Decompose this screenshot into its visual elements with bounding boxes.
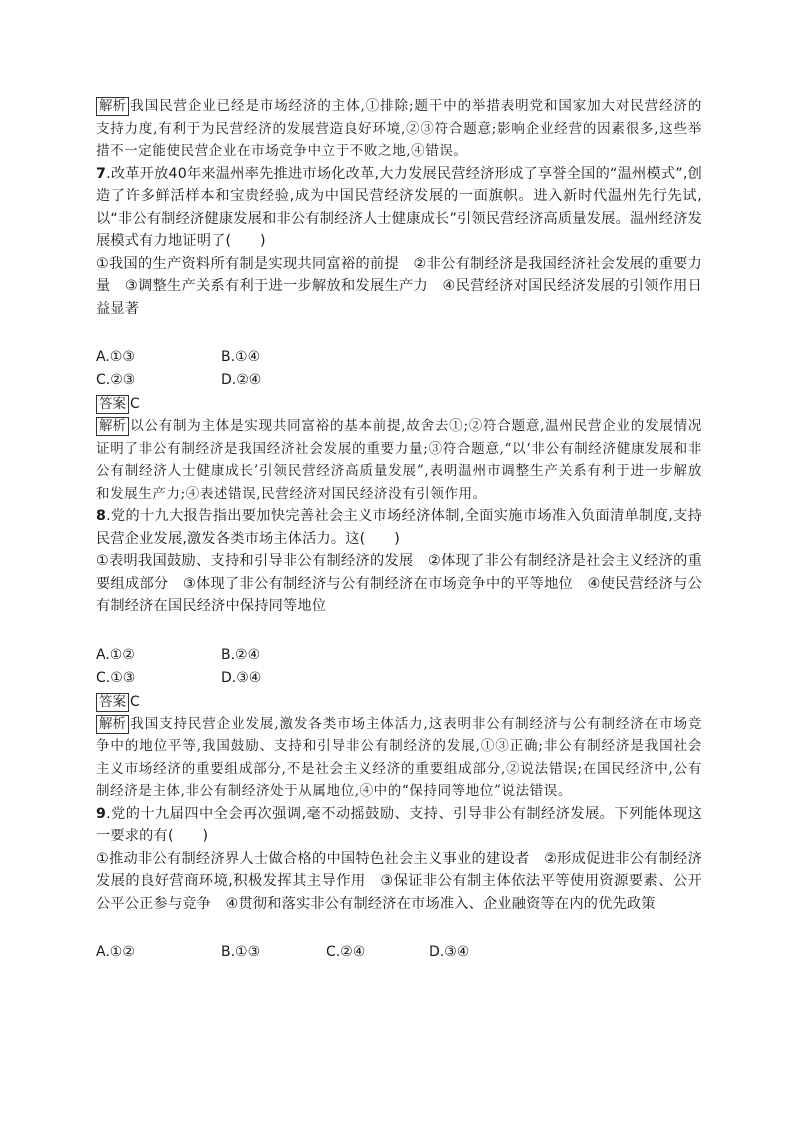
q9-option-a[interactable]: A.①② bbox=[96, 944, 135, 960]
q7-option-c[interactable]: C.②③ bbox=[96, 372, 136, 388]
q7-stem bbox=[96, 163, 702, 253]
explanation-label: 解析 bbox=[96, 97, 129, 116]
q7-explanation bbox=[96, 415, 702, 505]
answer-label: 答案 bbox=[96, 693, 129, 712]
exam-page bbox=[96, 95, 702, 961]
q7-options bbox=[96, 348, 702, 389]
q9-options bbox=[96, 943, 702, 961]
q7-explanation-text: 以公有制为主体是实现共同富裕的基本前提,故舍去①;②符合题意,温州民营企业的发展情况证明了非公有制经济是我国经济社会发展的重要力量;③符合题意,“以‘非公有制经济健康发展和非公有制经济人士健康成长’引领民营经济高质量发展”,表明温州市调整生产关系有利于进一步解放和发展生产力;④表述错误,民营经济对国民经济没有引领作用。 bbox=[96, 418, 702, 502]
q8-answer bbox=[96, 691, 702, 713]
q9-stem bbox=[96, 803, 702, 848]
q8-stem-text: .党的十九大报告指出要加快完善社会主义市场经济体制,全面实施市场准入负面清单制度,支持民营企业发展,激发各类市场主体活力。这( ) bbox=[96, 508, 702, 547]
q7-option-d[interactable]: D.②④ bbox=[221, 372, 262, 388]
q9-option-b[interactable]: B.①③ bbox=[221, 944, 261, 960]
q6-explanation bbox=[96, 95, 702, 163]
answer-label: 答案 bbox=[96, 395, 129, 414]
q8-number: 8 bbox=[96, 508, 107, 524]
q8-option-b[interactable]: B.②④ bbox=[221, 646, 261, 663]
q8-statements: ①表明我国鼓励、支持和引导非公有制经济的发展 ②体现了非公有制经济是社会主义经济的重要组成部分 ③体现了非公有制经济与公有制经济在市场竞争中的平等地位 ④使民营经济与公有制经济在国民经济中保持同等地位 bbox=[96, 553, 702, 614]
q8-option-a[interactable]: A.①② bbox=[96, 646, 135, 663]
q6-explanation-text: 我国民营企业已经是市场经济的主体,①排除;题干中的举措表明党和国家加大对民营经济的支持力度,有利于为民营经济的发展营造良好环境,②③符合题意;影响企业经营的因素很多,这些举措不一定能使民营企业在市场竞争中立于不败之地,④错误。 bbox=[96, 98, 702, 159]
q9-option-c[interactable]: C.②④ bbox=[326, 944, 366, 960]
q9-stem-text: .党的十九届四中全会再次强调,毫不动摇鼓励、支持、引导非公有制经济发展。下列能体现这一要求的有( ) bbox=[96, 805, 702, 844]
q7-number: 7 bbox=[96, 165, 107, 182]
q8-answer-value: C bbox=[130, 693, 140, 710]
explanation-label: 解析 bbox=[96, 715, 129, 734]
q8-explanation-text: 我国支持民营企业发展,激发各类市场主体活力,这表明非公有制经济与公有制经济在市场竞争中的地位平等,我国鼓励、支持和引导非公有制经济的发展,①③正确;非公有制经济是我国社会主义市场经济的重要组成部分,不是社会主义经济的重要组成部分,②说法错误;在国民经济中,公有制经济是主体,非公有制经济处于从属地位,④中的“保持同等地位”说法错误。 bbox=[96, 715, 702, 799]
q9-option-d[interactable]: D.③④ bbox=[429, 944, 470, 960]
explanation-label: 解析 bbox=[96, 417, 129, 436]
q7-option-a[interactable]: A.①③ bbox=[96, 349, 135, 365]
q8-option-d[interactable]: D.③④ bbox=[221, 669, 262, 686]
q8-stem bbox=[96, 505, 702, 550]
q8-explanation bbox=[96, 713, 702, 803]
q8-options bbox=[96, 646, 702, 687]
q8-option-c[interactable]: C.①③ bbox=[96, 669, 136, 686]
q7-answer bbox=[96, 393, 702, 415]
q7-answer-value: C bbox=[130, 396, 140, 412]
q7-stem-text: .改革开放40年来温州率先推进市场化改革,大力发展民营经济形成了享誉全国的“温州模式”,创造了许多鲜活样本和宝贵经验,成为中国民营经济发展的一面旗帜。进入新时代温州先行先试,以“非公有制经济健康发展和非公有制经济人士健康成长”引领民营经济高质量发展。温州经济发展模式有力地证明了( ) bbox=[96, 165, 702, 249]
q7-statements: ①我国的生产资料所有制是实现共同富裕的前提 ②非公有制经济是我国经济社会发展的重要力量 ③调整生产关系有利于进一步解放和发展生产力 ④民营经济对国民经济发展的引领作用日益显著 bbox=[96, 255, 702, 317]
q9-number: 9 bbox=[96, 805, 107, 822]
q7-option-b[interactable]: B.①④ bbox=[221, 349, 261, 365]
q9-statements: ①推动非公有制经济界人士做合格的中国特色社会主义事业的建设者 ②形成促进非公有制经济发展的良好营商环境,积极发挥其主导作用 ③保证非公有制主体依法平等使用资源要素、公开公平公正参与竞争 ④贯彻和落实非公有制经济在市场准入、企业融资等在内的优先政策 bbox=[96, 850, 702, 912]
